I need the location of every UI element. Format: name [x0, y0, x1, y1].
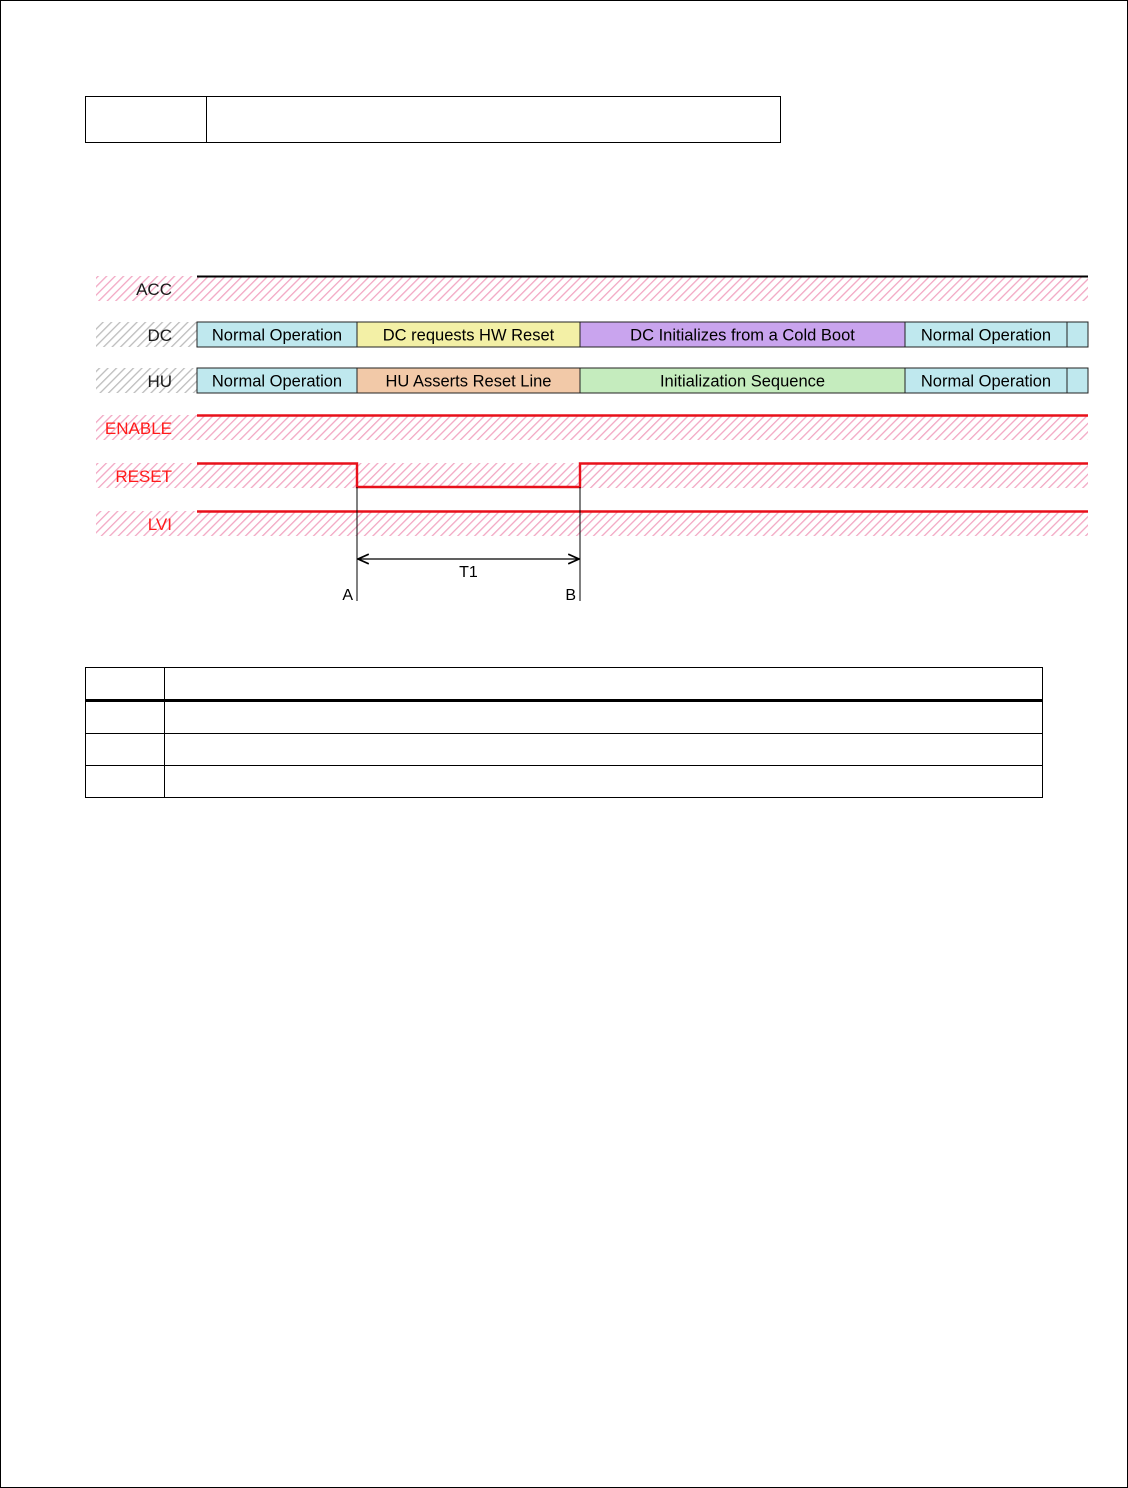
table-row [86, 701, 1043, 734]
state-segment [197, 322, 357, 347]
lane-reset [96, 463, 1088, 488]
state-segment [197, 368, 357, 393]
state-label: Initialization Sequence [659, 372, 826, 391]
timing-diagram [0, 0, 1128, 640]
state-label: HU Asserts Reset Line [385, 372, 552, 391]
table-cell [86, 766, 165, 798]
lane-lvi [96, 511, 1088, 536]
state-label: Normal Operation [211, 326, 343, 345]
state-box [1067, 368, 1088, 393]
lane-label: DC [147, 326, 172, 345]
interval-t1 [358, 559, 579, 581]
markers-layer [342, 487, 580, 604]
lanes-layer [96, 276, 1088, 536]
state-segment [357, 322, 580, 347]
lane-label: HU [147, 372, 172, 391]
lane-dc [96, 322, 1088, 347]
lane-hatch-band [96, 415, 1088, 440]
table-cell [165, 701, 1043, 734]
state-segment [905, 322, 1067, 347]
state-segment [580, 368, 905, 393]
table-cell [86, 701, 165, 734]
lane-label: ENABLE [104, 419, 172, 438]
state-segment [1067, 322, 1088, 347]
lane-hatch-band [96, 463, 1088, 488]
lane-enable [96, 415, 1088, 440]
signal-table-header-cell [165, 668, 1043, 701]
table-row [86, 766, 1043, 798]
table-cell [86, 734, 165, 766]
lane-label: LVI [147, 515, 172, 534]
state-segment [905, 368, 1067, 393]
state-label: Normal Operation [211, 372, 343, 391]
signal-table [85, 667, 1043, 798]
state-label: Normal Operation [920, 326, 1052, 345]
interval-label: T1 [459, 564, 478, 581]
state-segment [1067, 368, 1088, 393]
state-label: DC Initializes from a Cold Boot [630, 326, 855, 345]
table-row [86, 734, 1043, 766]
state-label: DC requests HW Reset [382, 326, 555, 345]
lane-hu [96, 368, 1088, 393]
table-cell [165, 766, 1043, 798]
state-segment [357, 368, 580, 393]
marker-b [565, 487, 580, 604]
lane-hatch-band [96, 276, 1088, 301]
lane-label: RESET [115, 467, 172, 486]
state-box [1067, 322, 1088, 347]
table-cell [165, 734, 1043, 766]
lane-label: ACC [136, 280, 172, 299]
marker-a [342, 487, 357, 604]
state-segment [580, 322, 905, 347]
state-label: Normal Operation [920, 372, 1052, 391]
marker-label: B [565, 587, 576, 604]
lane-acc [96, 276, 1088, 301]
signal-table-header [86, 668, 1043, 701]
signal-table-header-cell [86, 668, 165, 701]
lane-hatch-band [96, 511, 1088, 536]
marker-label: A [342, 587, 353, 604]
